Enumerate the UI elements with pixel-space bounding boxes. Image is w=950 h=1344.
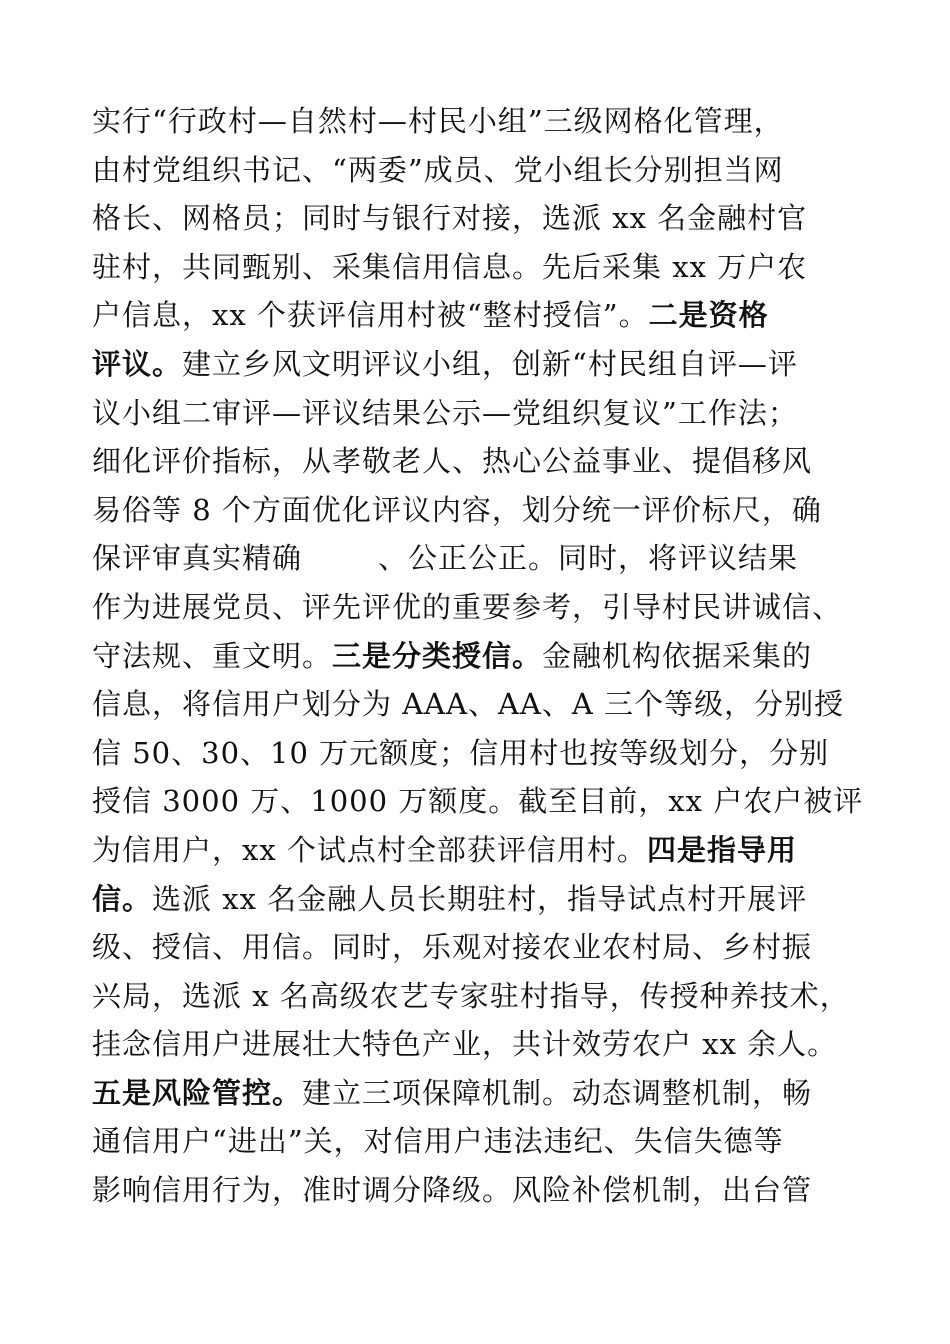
text-line: 影响信用行为，准时调分降级。风险补偿机制，出台管 — [92, 1173, 813, 1208]
text-line: 易俗等 8 个方面优化评议内容，划分统一评价标尺，确 — [92, 492, 822, 527]
text-line: 为信用户，xx 个试点村全部获评信用村。四是指导用 — [92, 832, 797, 867]
bold-heading: 四是指导用 — [646, 832, 797, 867]
text-line: 挂念信用户进展壮大特色产业，共计效劳农户 xx 余人。 — [92, 1027, 838, 1062]
bold-heading: 五是风险管控。 — [92, 1075, 303, 1110]
bold-heading: 评议。 — [92, 346, 183, 381]
bold-heading: 二是资格 — [648, 298, 769, 333]
text-line: 议小组二审评—评议结果公示—党组织复议”工作法； — [92, 395, 798, 430]
text-line: 五是风险管控。建立三项保障机制。动态调整机制，畅 — [92, 1075, 813, 1110]
text-line: 评议。建立乡风文明评议小组，创新“村民组自评—评 — [92, 346, 798, 381]
text-line: 授信 3000 万、1000 万额度。截至目前，xx 户农户被评 — [92, 784, 864, 819]
text-line: 信息，将信用户划分为 AAA、AA、A 三个等级，分别授 — [92, 687, 845, 722]
text-line: 兴局，选派 x 名高级农艺专家驻村指导，传授种养技术， — [92, 978, 850, 1013]
text-line: 级、授信、用信。同时，乐观对接农业农村局、乡村振 — [92, 930, 813, 965]
text-line: 信。选派 xx 名金融人员长期驻村，指导试点村开展评 — [92, 881, 808, 916]
text-line: 驻村，共同甄别、采集信用信息。先后采集 xx 万户农 — [92, 249, 808, 284]
text-line: 通信用户“进出”关，对信用户违法违纪、失信失德等 — [92, 1124, 784, 1159]
text-line: 细化评价指标，从孝敬老人、热心公益事业、提倡移风 — [92, 444, 813, 479]
text-line: 实行“行政村—自然村—村民小组”三级网格化管理， — [92, 104, 784, 138]
text-line: 由村党组织书记、“两委”成员、党小组长分别担当网 — [92, 152, 784, 187]
text-line: 格长、网格员；同时与银行对接，选派 xx 名金融村官 — [92, 201, 808, 236]
body-text — [92, 97, 892, 1215]
bold-heading: 三是分类授信。 — [332, 638, 543, 673]
text-line: 信 50、30、10 万元额度；信用村也按等级划分，分别 — [92, 735, 830, 770]
bold-heading: 信。 — [92, 881, 153, 916]
text-line: 保评审真实精确 、公正公正。同时，将评议结果 — [92, 541, 799, 576]
text-line: 守法规、重文明。三是分类授信。金融机构依据采集的 — [92, 638, 813, 673]
text-line: 户信息，xx 个获评信用村被“整村授信”。二是资格 — [92, 298, 769, 333]
text-line: 作为进展党员、评先评优的重要参考，引导村民讲诚信、 — [92, 589, 843, 624]
